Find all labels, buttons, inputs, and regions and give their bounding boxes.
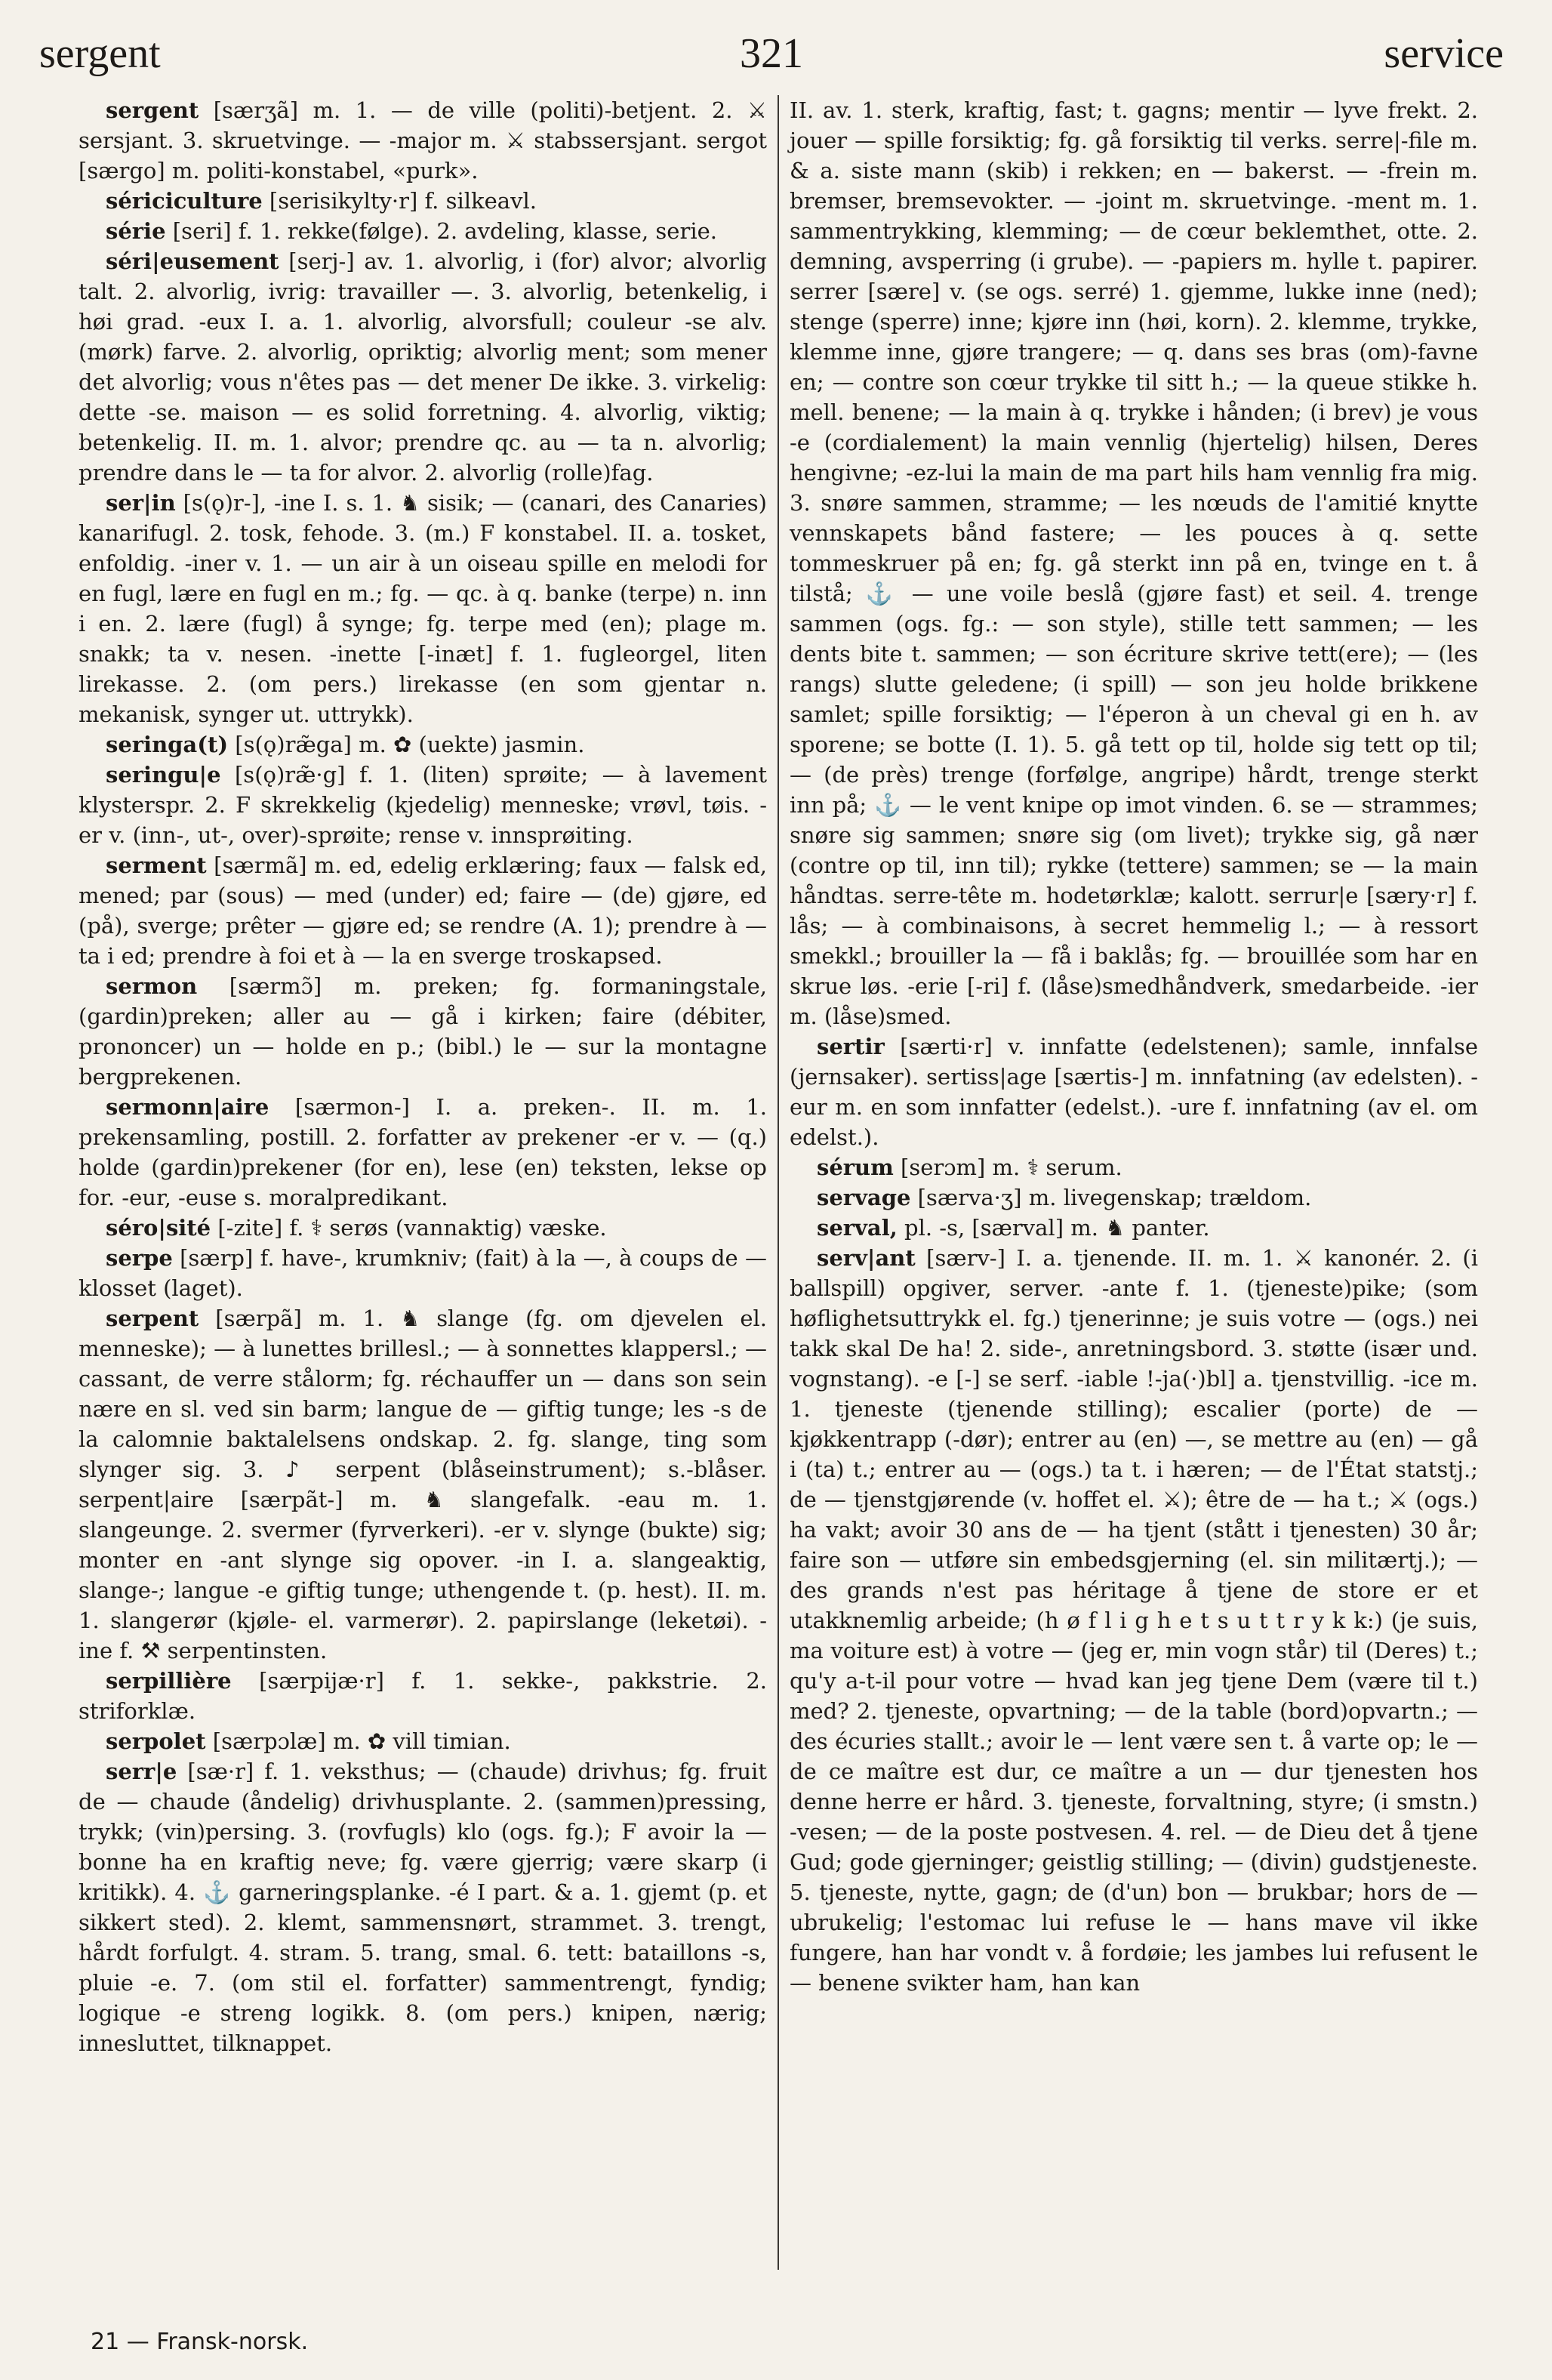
dictionary-entry xyxy=(79,1726,767,1756)
entry-headword: serment xyxy=(106,852,207,878)
right-column xyxy=(779,95,1478,2270)
entry-definition: [særp] f. have-, krumkniv; (fait) à la —, à coups de — klosset (laget). xyxy=(79,1245,767,1301)
header-first-word: sergent xyxy=(39,30,161,77)
entry-definition: [s(ǫ)ræ̃·g] f. 1. (liten) sprøite; — à lavement klysterspr. 2. F skrekkelig (kjedelig) menneske; vrøvl, tøis. -er v. (inn-, ut-, over)-sprøite; rense v. innsprøiting. xyxy=(79,762,767,848)
entry-headword: ser|in xyxy=(106,490,176,516)
entry-definition: [særʒã] m. 1. — de ville (politi)-betjent. 2. ⚔ sersjant. 3. skruetvinge. — -major m. ⚔ stabssersjant. sergot [særgo] m. politi-konstabel, «purk». xyxy=(79,97,767,183)
signature-footer: 21 — Fransk-norsk. xyxy=(91,2329,309,2355)
entry-definition: [sæ·r] f. 1. veksthus; — (chaude) drivhus; fg. fruit de — chaude (åndelig) drivhusplante. 2. (sammen)pressing, trykk; (vin)persing. 3. (rovfugls) klo (ogs. fg.); F avoir la — bonne ha en kraftig neve; fg. være gjerrig; være skarp (i kritikk). 4. ⚓ garneringsplanke. -é I part. & a. 1. gjemt (p. et sikkert sted). 2. klemt, sammensnørt, strammet. 3. trengt, hårdt forfulgt. 4. stram. 5. trang, smal. 6. tett: bataillons -s, pluie -e. 7. (om stil el. forfatter) sammentrengt, fyndig; logique -e streng logikk. 8. (om pers.) knipen, nærig; innesluttet, tilknappet. xyxy=(79,1759,767,2056)
header-last-word: service xyxy=(1384,30,1504,77)
entry-headword: séro|sité xyxy=(106,1215,211,1241)
entry-headword: serpe xyxy=(106,1245,173,1271)
dictionary-entry xyxy=(79,1243,767,1303)
dictionary-entry xyxy=(79,850,767,971)
entry-headword: seringa(t) xyxy=(106,732,229,757)
dictionary-entry xyxy=(790,1182,1478,1213)
left-column xyxy=(79,95,778,2270)
dictionary-entry xyxy=(790,1243,1478,1998)
entry-headword: série xyxy=(106,218,166,244)
page-header xyxy=(39,27,1504,80)
entry-definition: [serɔm] m. ⚕ serum. xyxy=(893,1155,1122,1180)
entry-definition: [særti·r] v. innfatte (edelstenen); samle, innfalse (jernsaker). sertiss|age [særtis-] m. innfatning (av edelsten). -eur m. en som innfatter (edelst.). -ure f. innfatning (av el. om edelst.). xyxy=(790,1034,1478,1150)
entry-definition: [særmon-] I. a. preken-. II. m. 1. prekensamling, postill. 2. forfatter av prekener -er v. — (q.) holde (gardin)prekener (for en), lese (en) teksten, lekse op for. -eur, -euse s. moralpredikant. xyxy=(79,1094,767,1210)
dictionary-entry xyxy=(79,971,767,1092)
dictionary-entry xyxy=(790,1213,1478,1243)
entry-definition: [særv-] I. a. tjenende. II. m. 1. ⚔ kanonér. 2. (i ballspill) opgiver, server. -ante f. 1. (tjeneste)pike; (som høflighetsuttrykk el. fg.) tjenerinne; je suis votre — (ogs.) nei takk skal De ha! 2. side-, anretningsbord. 3. støtte (især und. vognstang). -e [-] se serf. -iable !-ja(·)bl] a. tjenstvillig. -ice m. 1. tjeneste (tjenende stilling); escalier (porte) de — kjøkkentrapp (-dør); entrer au (en) —, se mettre au (en) — gå i (ta) t.; entrer au — (ogs.) ta t. i hæren; — de l'État statstj.; de — tjenstgjørende (v. hoffet el. ⚔); être de — ha t.; ⚔ (ogs.) ha vakt; avoir 30 ans de — ha tjent (stått i tjenesten) 30 år; faire son — utføre sin embedsgjerning (el. sin militærtj.); — des grands n'est pas héritage å tjene de store er et utakknemlig arbeide; (h ø f l i g h e t s u t t r y k k:) (je suis, ma voiture est) à votre — (jeg er, min vogn står) til (Deres) t.; qu'y a-t-il pour votre — hvad kan jeg tjene Dem (være til t.) med? 2. tjeneste, opvartning; — de la table (bord)opvartn.; — des écuries stallt.; avoir le — lent være sen t. å varte op; le — de ce maître est dur, ce maître a un — dur tjenesten hos denne herre er hård. 3. tjeneste, forvaltning, styre; (i smstn.) -vesen; — de la poste postvesen. 4. rel. — de Dieu det å tjene Gud; gode gjerninger; geistlig stilling; — (divin) gudstjeneste. 5. tjeneste, nytte, gagn; de (d'un) bon — brukbar; hors de — ubrukelig; l'estomac lui refuse le — hans mave vil ikke fungere, han har vondt v. å fordøie; les jambes lui refusent le — benene svikter ham, han kan xyxy=(790,1245,1478,1996)
entry-headword: sertir xyxy=(817,1034,885,1059)
dictionary-entry xyxy=(79,760,767,850)
entry-headword: sermon xyxy=(106,973,198,999)
entry-headword: serpillière xyxy=(106,1668,232,1694)
entry-headword: serv|ant xyxy=(817,1245,916,1271)
dictionary-entry xyxy=(79,246,767,488)
entry-definition: [s(ǫ)ræ̃ga] m. ✿ (uekte) jasmin. xyxy=(228,732,585,757)
dictionary-entry xyxy=(79,1213,767,1243)
dictionary-body xyxy=(79,95,1483,2270)
dictionary-entry xyxy=(79,1303,767,1666)
entry-definition: [serisikylty·r] f. silkeavl. xyxy=(262,188,537,214)
entry-definition: [særpɔlæ] m. ✿ vill timian. xyxy=(205,1728,511,1754)
dictionary-entry xyxy=(79,1756,767,2058)
entry-headword: servage xyxy=(817,1185,911,1210)
entry-headword: serpent xyxy=(106,1306,199,1331)
entry-definition: [serj-] av. 1. alvorlig, i (for) alvor; alvorlig talt. 2. alvorlig, ivrig: travailler —. 3. alvorlig, betenkelig, i høi grad. -eux I. a. 1. alvorlig, alvorsfull; couleur -se alv. (mørk) farve. 2. alvorlig, opriktig; alvorlig ment; som mener det alvorlig; vous n'êtes pas — det mener De ikke. 3. virkelig: dette -se. maison — es solid forretning. 4. alvorlig, viktig; betenkelig. II. m. 1. alvor; prendre qc. au — ta n. alvorlig; prendre dans le — ta for alvor. 2. alvorlig (rolle)fag. xyxy=(79,248,767,486)
entry-headword: serpolet xyxy=(106,1728,206,1754)
entry-definition: [særpijæ·r] f. 1. sekke-, pakkstrie. 2. striforklæ. xyxy=(79,1668,767,1724)
dictionary-entry xyxy=(79,95,767,186)
entry-definition: [særpã] m. 1. ♞ slange (fg. om djevelen el. menneske); — à lunettes brillesl.; — à sonnettes klappersl.; — cassant, de verre stålorm; fg. réchauffer un — dans son sein nære en sl. ved sin barm; langue de — giftig tunge; les -s de la calomnie baktalelsens ondskap. 2. fg. slange, ting som slynger sig. 3. ♪ serpent (blåseinstrument); s.-blåser. serpent|aire [særpãt-] m. ♞ slangefalk. -eau m. 1. slangeunge. 2. svermer (fyrverkeri). -er v. slynge (bukte) sig; monter en -ant slynge sig opover. -in I. a. slangeaktig, slange-; langue -e giftig tunge; uthengende t. (p. hest). II. m. 1. slangerør (kjøle- el. varmerør). 2. papirslange (leketøi). -ine f. ⚒ serpentinsten. xyxy=(79,1306,767,1663)
entry-definition: [seri] f. 1. rekke(følge). 2. avdeling, klasse, serie. xyxy=(165,218,717,244)
dictionary-entry xyxy=(79,488,767,729)
dictionary-entry xyxy=(79,1666,767,1726)
entry-definition: II. av. 1. sterk, kraftig, fast; t. gagns; mentir — lyve frekt. 2. jouer — spille forsiktig; fg. gå forsiktig til verks. serre|-file m. & a. siste mann (skib) i rekken; en — bakerst. — -frein m. bremser, bremsevokter. — -joint m. skruetvinge. -ment m. 1. sammentrykking, klemming; — de cœur beklemthet, otte. 2. demning, avsperring (i grube). — -papiers m. hylle t. papirer. serrer [sære] v. (se ogs. serré) 1. gjemme, lukke inne (ned); stenge (sperre) inne; kjøre inn (høi, korn). 2. klemme, trykke, klemme inne, gjøre trangere; — q. dans ses bras (om)-favne en; — contre son cœur trykke til sitt h.; — la queue stikke h. mell. benene; — la main à q. trykke i hånden; (i brev) je vous -e (cordialement) la main vennlig (hjertelig) hilsen, Deres hengivne; -ez-lui la main de ma part hils ham vennlig fra mig. 3. snøre sammen, stramme; — les nœuds de l'amitié knytte vennskapets bånd fastere; — les pouces à q. sette tommeskruer på en; fg. gå sterkt inn på en, tvinge en t. å tilstå; ⚓ — une voile beslå (gjøre fast) et seil. 4. trenge sammen (ogs. fg.: — son style), stille tett sammen; — les dents bite t. sammen; — son écriture skrive tett(ere); — (les rangs) slutte geledene; (i spill) — son jeu holde brikkene samlet; spille forsiktig; — l'éperon à un cheval gi en h. av sporene; se botte (I. 1). 5. gå tett op til, holde sig tett op til; — (de près) trenge (forfølge, angripe) hårdt, trenge sterkt inn på; ⚓ — le vent knipe op imot vinden. 6. se — strammes; snøre sig sammen; snøre sig (om livet); trykke sig, gå nær (contre op til, inn til); rykke (tettere) sammen; se — la main håndtas. serre-tête m. hodetørklæ; kalott. serrur|e [særy·r] f. lås; — à combinaisons, à secret hemmelig l.; — à ressort smekkl.; brouiller la — få i baklås; fg. — brouillée som har en skrue løs. -erie [-ri] f. (låse)smedhåndverk, smedarbeide. -ier m. (låse)smed. xyxy=(790,97,1478,1029)
dictionary-entry xyxy=(790,1031,1478,1152)
entry-headword: sériciculture xyxy=(106,188,263,214)
dictionary-entry xyxy=(79,1092,767,1213)
entry-headword: sérum xyxy=(817,1155,894,1180)
entry-headword: serr|e xyxy=(106,1759,177,1784)
entry-definition: [-zite] f. ⚕ serøs (vannaktig) væske. xyxy=(211,1215,607,1241)
entry-definition: [s(ǫ)r-], -ine I. s. 1. ♞ sisik; — (canari, des Canaries) kanarifugl. 2. tosk, fehode. 3. (m.) F konstabel. II. a. tosket, enfoldig. -iner v. 1. — un air à un oiseau spille en melodi for en fugl, lære en fugl en m.; fg. — qc. à q. banke (terpe) n. inn i en. 2. lære (fugl) å synge; fg. terpe med (en); plage m. snakk; ta v. nesen. -inette [-inæt] f. 1. fugleorgel, liten lirekasse. 2. (om pers.) lirekasse (en som gjentar n. mekanisk, synger ut. uttrykk). xyxy=(79,490,767,727)
entry-headword: seringu|e xyxy=(106,762,221,788)
page-number: 321 xyxy=(740,30,803,77)
dictionary-entry xyxy=(790,95,1478,1031)
dictionary-entry xyxy=(79,216,767,246)
entry-headword: séri|eusement xyxy=(106,248,279,274)
entry-definition: [særmɔ̃] m. preken; fg. formaningstale, (gardin)preken; aller au — gå i kirken; faire (débiter, prononcer) un — holde en p.; (bibl.) le — sur la montagne bergprekenen. xyxy=(79,973,767,1090)
entry-definition: pl. -s, [særval] m. ♞ panter. xyxy=(897,1215,1210,1241)
entry-headword: sergent xyxy=(106,97,199,123)
entry-headword: sermonn|aire xyxy=(106,1094,269,1120)
dictionary-entry xyxy=(79,729,767,760)
entry-definition: [særmã] m. ed, edelig erklæring; faux — falsk ed, mened; par (sous) — med (under) ed; faire — (de) gjøre, ed (på), sverge; prêter — gjøre ed; se rendre (A. 1); prendre à — ta i ed; prendre à foi et à — la en sverge troskapsed. xyxy=(79,852,767,969)
entry-headword: serval, xyxy=(817,1215,898,1241)
entry-definition: [særva·ʒ] m. livegenskap; trældom. xyxy=(910,1185,1312,1210)
dictionary-entry xyxy=(79,186,767,216)
dictionary-entry xyxy=(790,1152,1478,1182)
